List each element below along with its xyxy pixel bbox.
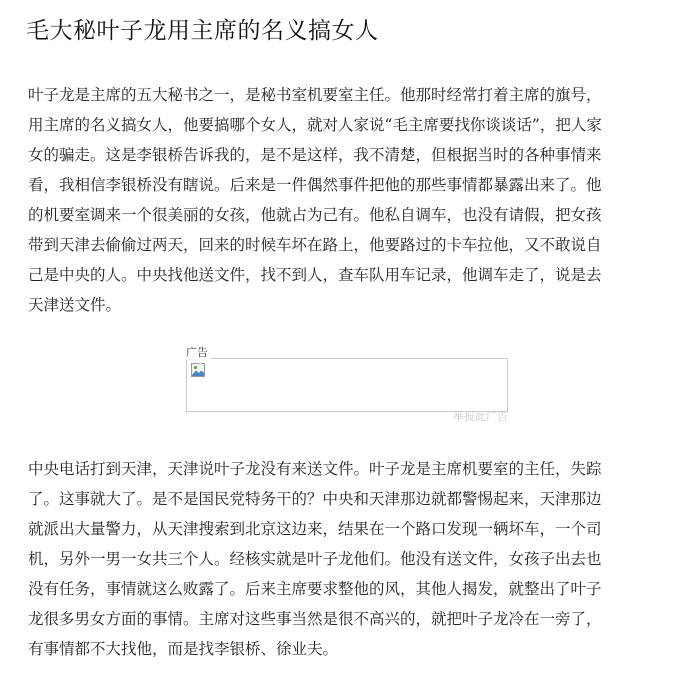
paragraph-line: 带到天津去偷偷过两天，回来的时候车坏在路上，他要路过的卡车拉他，又不敢说自 <box>28 236 602 254</box>
paragraph-line: 用主席的名义搞女人，他要搞哪个女人，就对人家说“毛主席要找你谈谈话”，把人家 <box>28 116 602 134</box>
article-paragraph-1 <box>28 80 668 320</box>
paragraph-line: 叶子龙是主席的五大秘书之一，是秘书室机要室主任。他那时经常打着主席的旗号， <box>28 86 602 104</box>
paragraph-line: 机，另外一男一女共三个人。经核实就是叶子龙他们。他没有送文件，女孩子出去也 <box>28 550 602 568</box>
ad-image-frame[interactable] <box>186 358 508 412</box>
paragraph-line: 女的骗走。这是李银桥告诉我的，是不是这样，我不清楚，但根据当时的各种事情来 <box>28 146 602 164</box>
paragraph-line: 的机要室调来一个很美丽的女孩，他就占为己有。他私自调车，也没有请假，把女孩 <box>28 206 602 224</box>
ad-label: 广告 <box>186 346 208 359</box>
paragraph-line: 中央电话打到天津，天津说叶子龙没有来送文件。叶子龙是主席机要室的主任，失踪 <box>28 460 602 478</box>
ad-block <box>186 346 508 426</box>
broken-image-icon <box>190 362 206 378</box>
paragraph-line: 有事情都不大找他，而是找李银桥、徐业夫。 <box>28 640 339 658</box>
paragraph-line: 己是中央的人。中央找他送文件，找不到人，查车队用车记录，他调车走了，说是去 <box>28 266 602 284</box>
article-paragraph-2 <box>28 454 668 664</box>
paragraph-line: 看，我相信李银桥没有瞎说。后来是一件偶然事件把他的那些事情都暴露出来了。他 <box>28 176 602 194</box>
paragraph-line: 了。这事就大了。是不是国民党特务干的？中央和天津那边就都警惕起来，天津那边 <box>28 490 602 508</box>
paragraph-line: 没有任务，事情就这么败露了。后来主席要求整他的风，其他人揭发，就整出了叶子 <box>28 580 602 598</box>
article-title: 毛大秘叶子龙用主席的名义搞女人 <box>26 18 379 44</box>
paragraph-line: 天津送文件。 <box>28 296 122 314</box>
paragraph-line: 龙很多男女方面的事情。主席对这些事当然是很不高兴的，就把叶子龙冷在一旁了， <box>28 610 602 628</box>
report-ad-link[interactable]: 举报此广告 <box>453 410 508 423</box>
paragraph-line: 就派出大量警力，从天津搜索到北京这边来，结果在一个路口发现一辆坏车，一个司 <box>28 520 602 538</box>
